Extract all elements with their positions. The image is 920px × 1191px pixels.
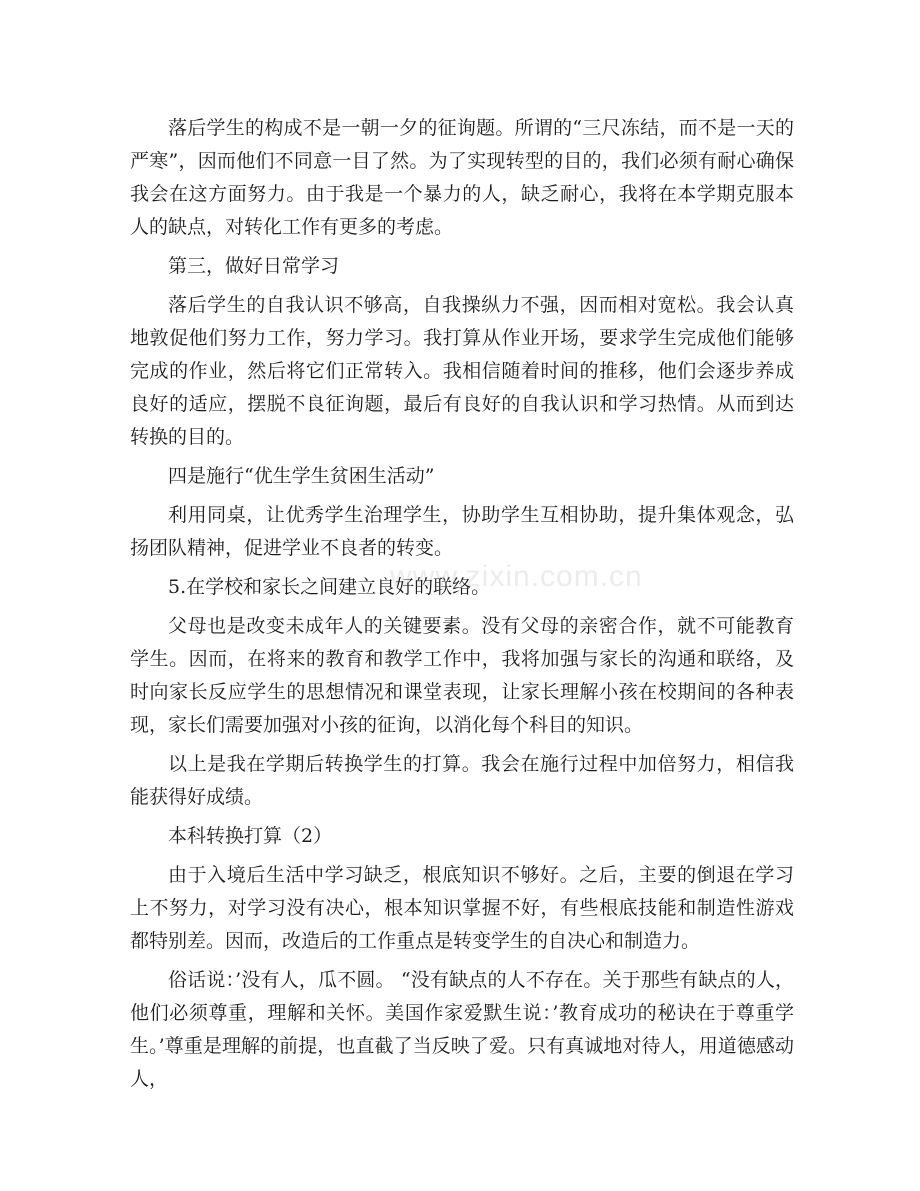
paragraph: 父母也是改变未成年人的关键要素。没有父母的亲密合作，就不可能教育学生。因而，在将来的教育和教学工作中，我将加强与家长的沟通和联络，及时向家长反应学生的思想情况和课堂表现，让家长理解小孩在校期间的各种表现，家长们需要加强对小孩的征询，以消化每个科目的知识。 [130,615,794,736]
paragraph: 落后学生的自我认识不够高，自我操纵力不强，因而相对宽松。我会认真地敦促他们努力工作，努力学习。我打算从作业开场，要求学生完成他们能够完成的作业，然后将它们正常转入。我相信随着时间的推移，他们会逐步养成良好的适应，摆脱不良征询题，最后有良好的自我认识和学习热情。从而到达转换的目的。 [130,294,794,448]
paragraph: 以上是我在学期后转换学生的打算。我会在施行过程中加倍努力，相信我能获得好成绩。 [130,753,794,808]
watermark: www.zixin.com.cn [390,560,643,593]
section-heading: 四是施行“优生学生贫困生活动” [168,465,435,487]
paragraph: 落后学生的构成不是一朝一夕的征询题。所谓的“三尺冻结，而不是一天的严寒”，因而他们不同意一目了然。为了实现转型的目的，我们必须有耐心确保我会在这方面努力。由于我是一个暴力的人，缺乏耐心，我将在本学期克服本人的缺点，对转化工作有更多的考虑。 [130,117,794,238]
section-heading: 第三，做好日常学习 [168,255,340,277]
document-body [130,112,794,1102]
section-heading: 本科转换打算（2） [168,825,333,847]
section-heading: 5.在学校和家长之间建立良好的联络。 [168,576,491,598]
paragraph: 俗话说：’没有人，瓜不圆。 “没有缺点的人不存在。关于那些有缺点的人，他们必须尊重，理解和关怀。美国作家爱默生说：’教育成功的秘诀在于尊重学生。’尊重是理解的前提，也直截了当反映了爱。只有真诚地对待人，用道德感动人， [130,969,794,1090]
paragraph: 由于入境后生活中学习缺乏，根底知识不够好。之后，主要的倒退在学习上不努力，对学习没有决心，根本知识掌握不好，有些根底技能和制造性游戏都特别差。因而，改造后的工作重点是转变学生的自决心和制造力。 [130,864,794,952]
paragraph: 利用同桌，让优秀学生治理学生，协助学生互相协助，提升集体观念，弘扬团队精神，促进学业不良者的转变。 [130,504,794,559]
